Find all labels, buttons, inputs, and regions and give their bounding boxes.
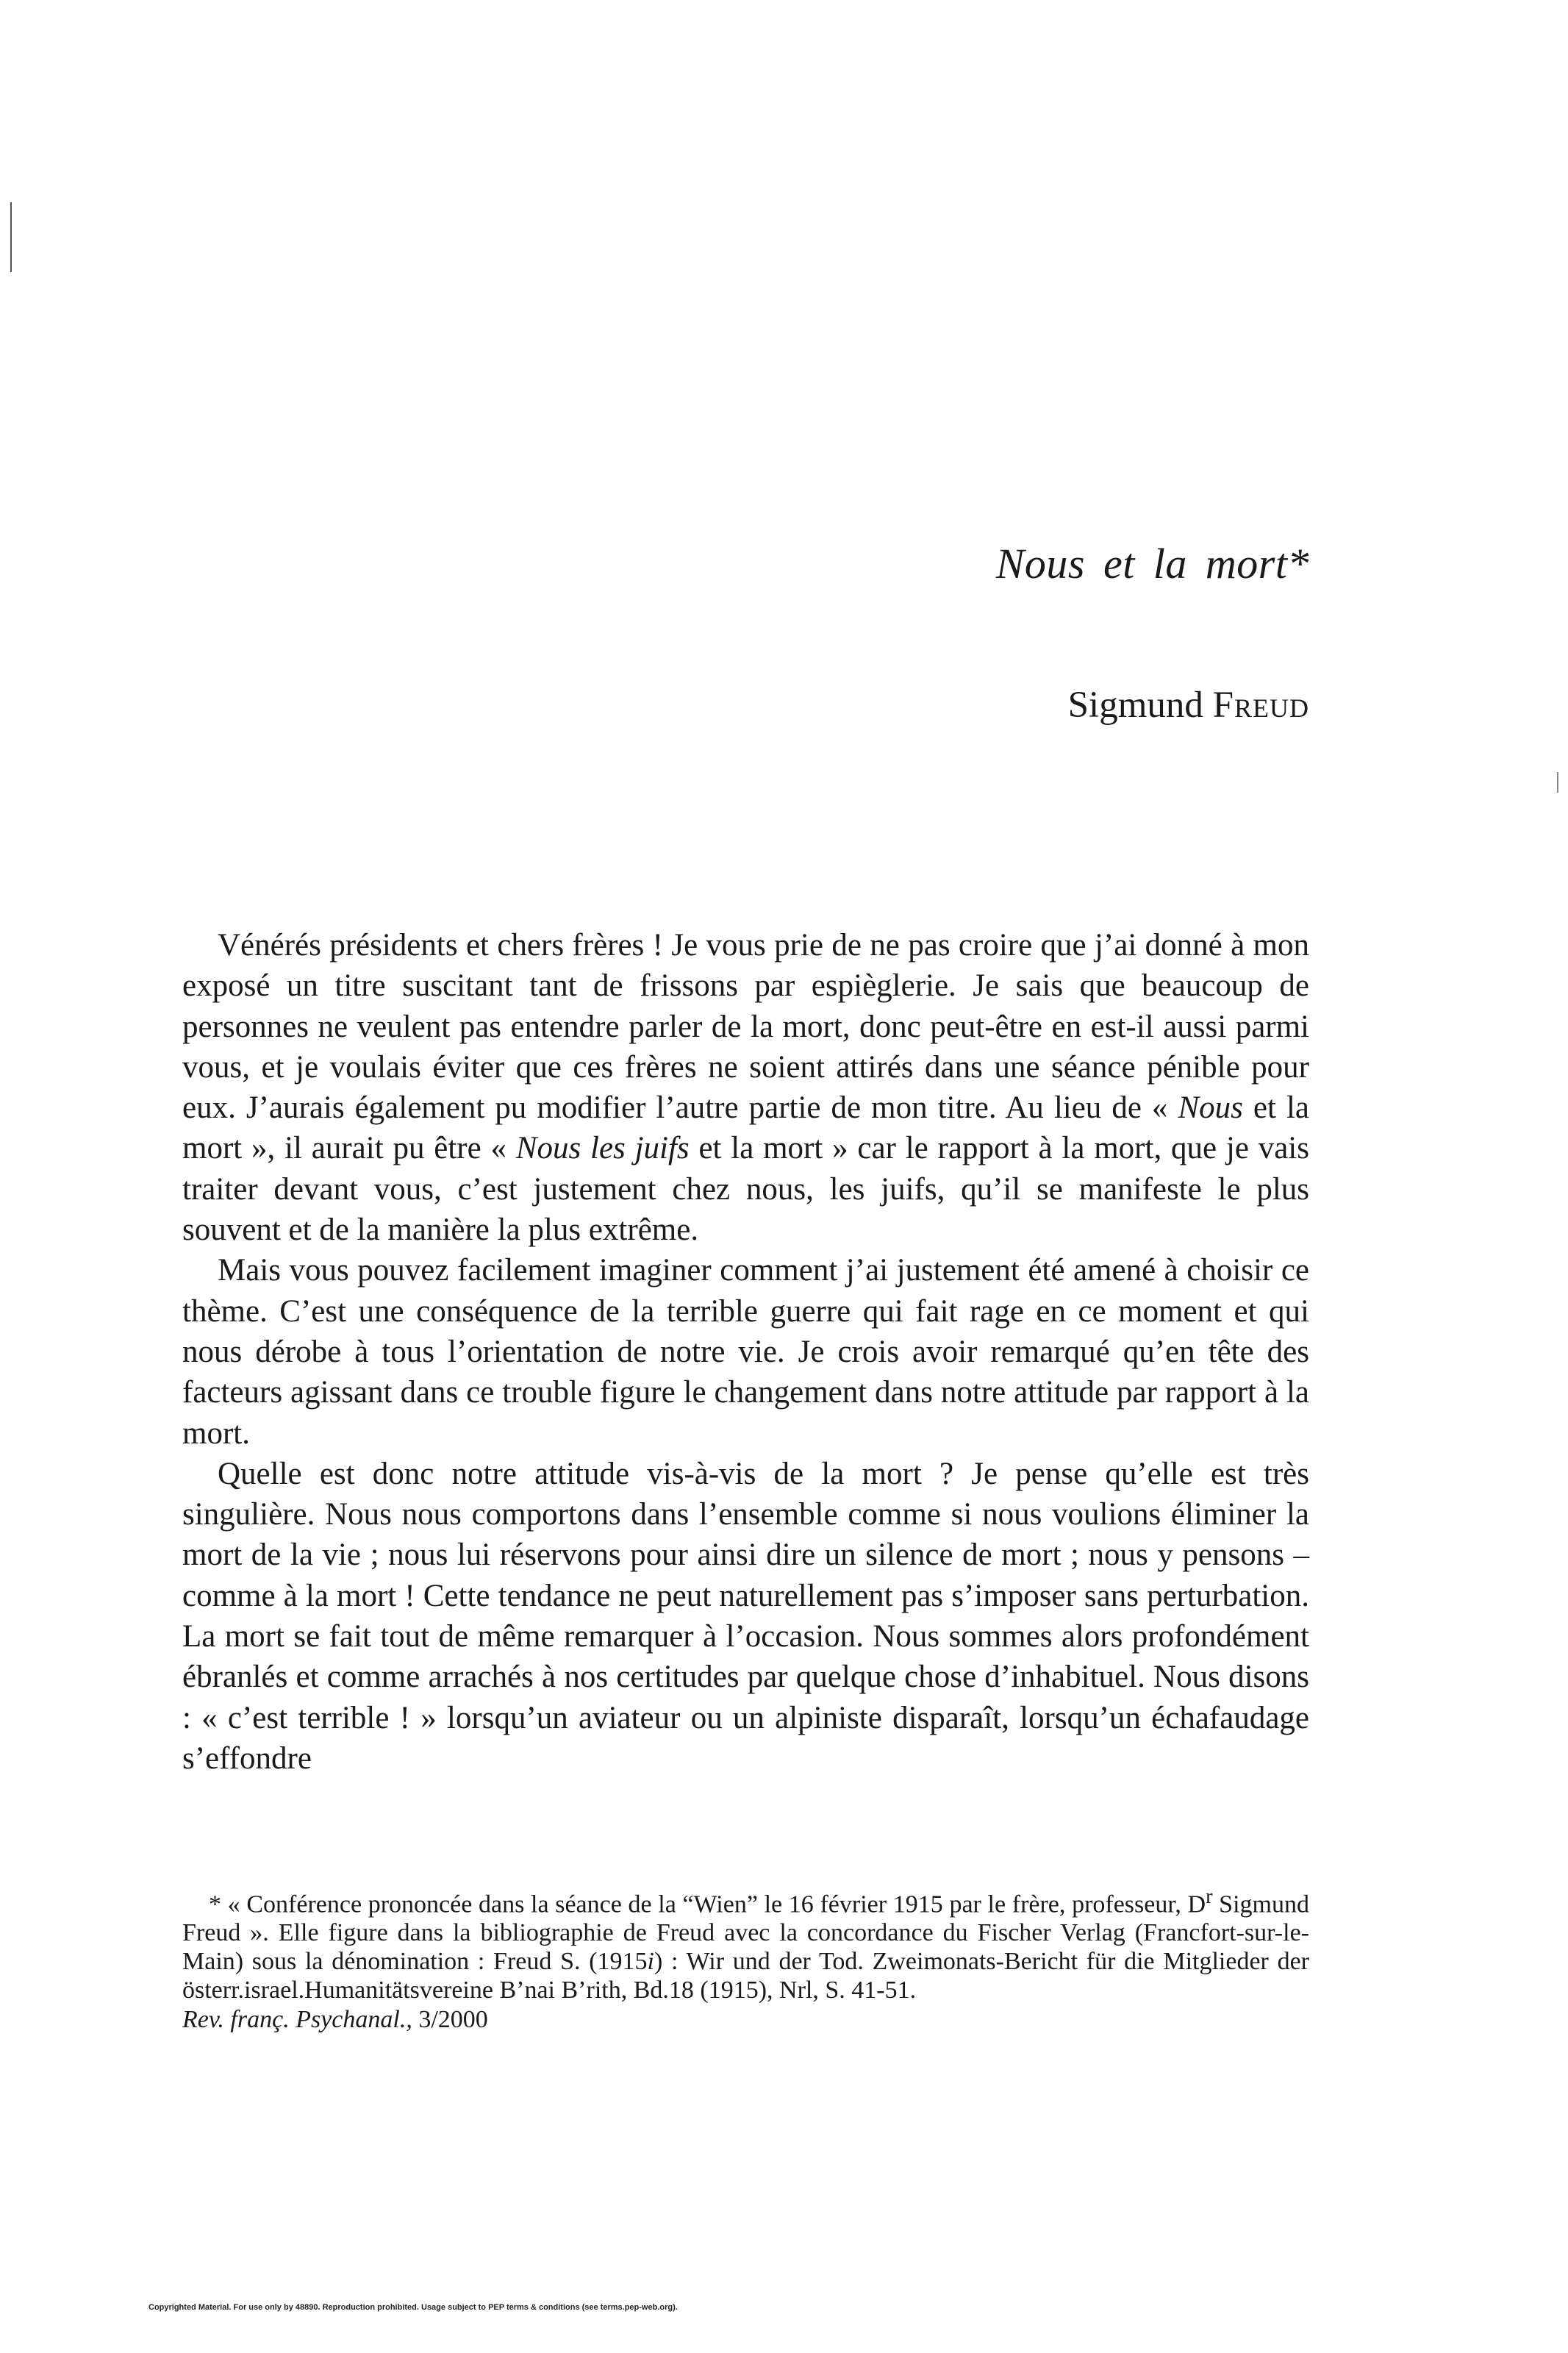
body-paragraph <box>182 925 1309 1250</box>
paragraph-text: Quelle est donc notre attitude vis-à-vis de la mort ? Je pense qu’elle est très singulière. Nous nous comportons dans l’ensemble comme si nous voulions éliminer la mort de la vie ; nous lui réservons pour ainsi dire un silence de mort ; nous y pensons – comme à la mort ! Cette tendance ne peut naturellement pas s’imposer sans perturbation. La mort se fait tout de même remarquer à l’occasion. Nous sommes alors profondément ébranlés et comme arrachés à nos certitudes par quelque chose d’inhabituel. Nous disons : « c’est terrible ! » lorsqu’un aviateur ou un alpiniste disparaît, lorsqu’un échafaudage s’effondre <box>182 1456 1309 1776</box>
paragraph-text: et la mort », il aurait pu être « <box>182 1090 1309 1166</box>
scan-edge-mark <box>1557 772 1558 793</box>
body-paragraph <box>182 1454 1309 1779</box>
journal-name: Rev. franç. Psychanal., <box>182 2006 412 2033</box>
paragraph-text: et la mort » car le rapport à la mort, que je vais traiter devant vous, c’est justement chez nous, les juifs, qu’il se manifeste le plus souvent et de la manière la plus extrême. <box>182 1131 1309 1248</box>
article-title: Nous et la mort* <box>995 540 1309 588</box>
body-paragraph <box>182 1250 1309 1453</box>
journal-reference <box>182 2007 488 2032</box>
article-author <box>1068 687 1309 724</box>
emphasis-text: Nous les juifs <box>515 1131 690 1166</box>
footnote <box>182 1882 1309 2004</box>
author-first-name: Sigmund <box>1067 685 1203 726</box>
journal-issue: 3/2000 <box>418 2006 488 2033</box>
scan-edge-mark <box>10 202 12 272</box>
footnote-text: * « Conférence prononcée dans la séance de la “Wien” le 16 février 1915 par le frère, professeur, D <box>209 1890 1206 1918</box>
paragraph-text: Vénérés présidents et chers frères ! Je vous prie de ne pas croire que j’ai donné à mon exposé un titre suscitant tant de frissons par espièglerie. Je sais que beaucoup de personnes ne veulent pas entendre parler de la mort, donc peut-être en est-il aussi parmi vous, et je voulais éviter que ces frères ne soient attirés dans une séance pénible pour eux. J’aurais également pu modifier l’autre partie de mon titre. Au lieu de « <box>182 928 1309 1126</box>
article-body <box>182 925 1309 1779</box>
author-last-name: Freud <box>1212 685 1309 726</box>
footnote-text: Sigmund Freud ». Elle figure dans la bibliographie de Freud avec la concordance du Fischer Verlag (Francfort-sur-le-Main) sous la dénomination : Freud S. (1915 <box>182 1890 1309 1976</box>
footnote-italic: i <box>647 1948 654 1976</box>
footnote-superscript: r <box>1206 1885 1213 1908</box>
footnote-text: ) : Wir und der Tod. Zweimonats-Bericht für die Mitglieder der österr.israel.Humanitätsvereine B’nai B’rith, Bd.18 (1915), Nrl, S. 41-51. <box>182 1948 1310 2004</box>
copyright-notice: Copyrighted Material. For use only by 48890. Reproduction prohibited. Usage subject to PEP terms & conditions (see terms.pep-web.org). <box>148 2303 678 2312</box>
emphasis-text: Nous <box>1178 1090 1243 1126</box>
paragraph-text: Mais vous pouvez facilement imaginer comment j’ai justement été amené à choisir ce thème. C’est une conséquence de la terrible guerre qui fait rage en ce moment et qui nous dérobe à tous l’orientation de notre vie. Je crois avoir remarqué qu’en tête des facteurs agissant dans ce trouble figure le changement dans notre attitude par rapport à la mort. <box>182 1253 1309 1451</box>
